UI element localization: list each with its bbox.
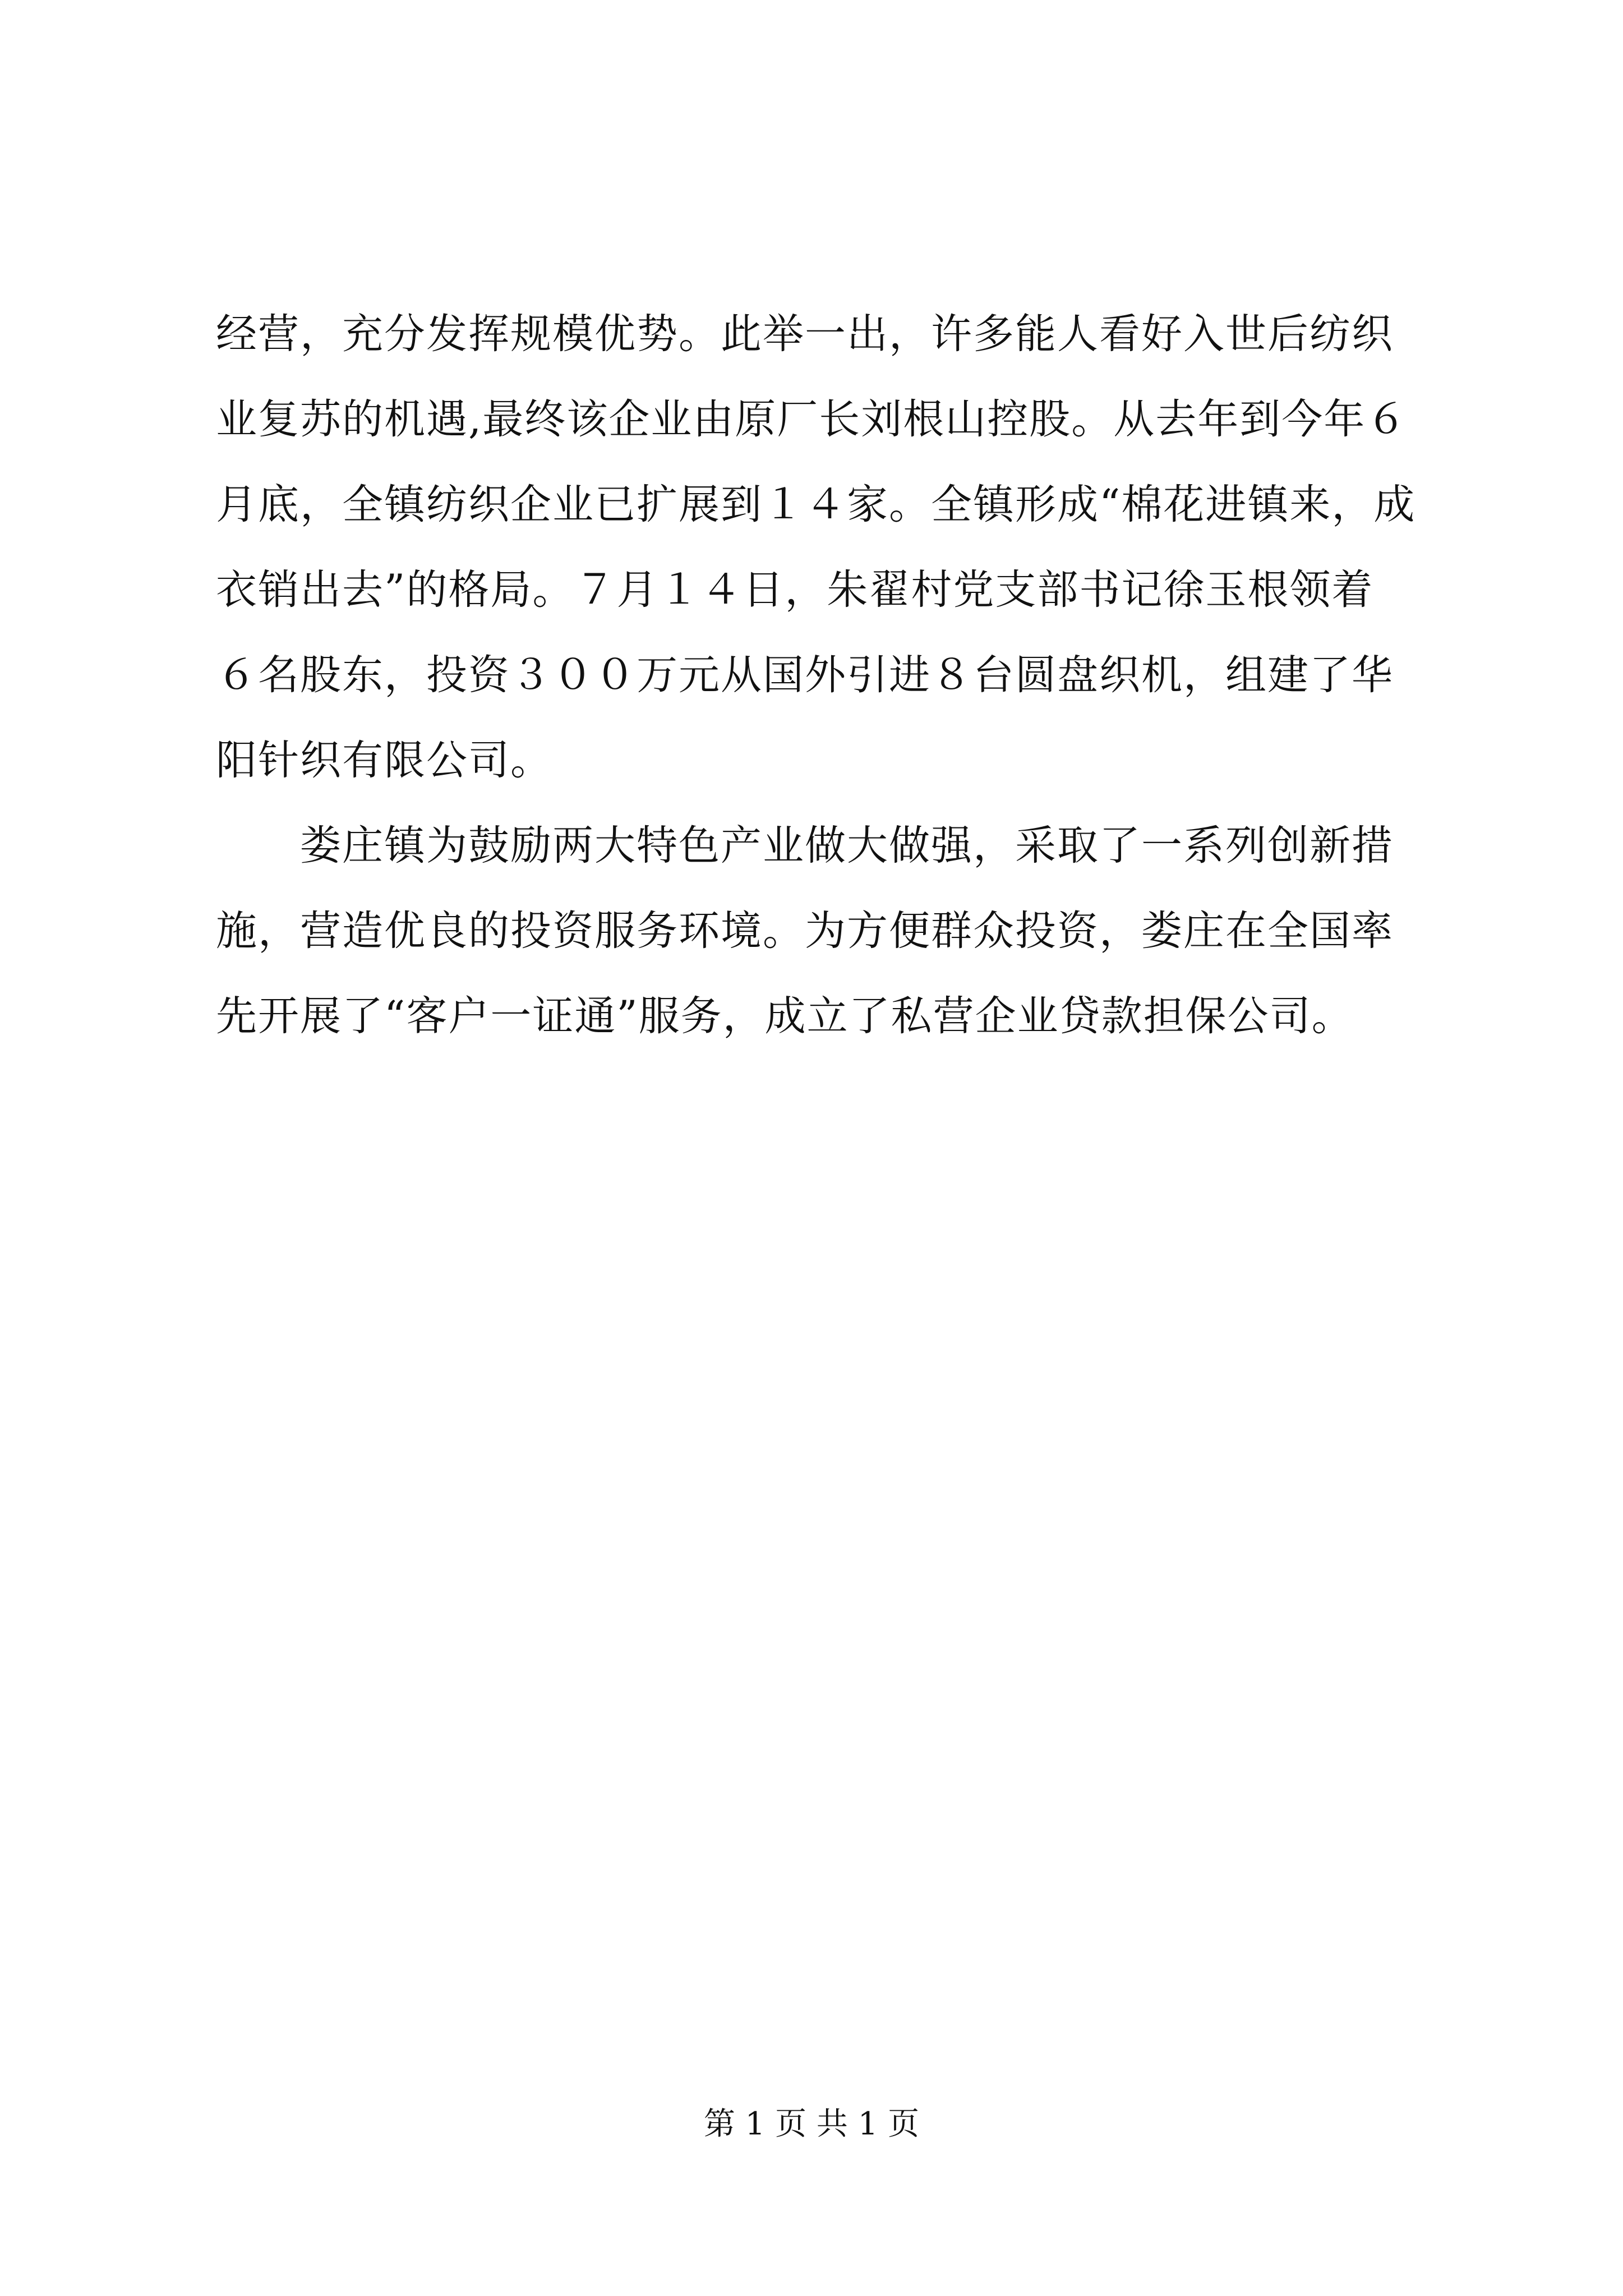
body-line-2: 业复苏的机遇,最终该企业由原厂长刘根山控股。从去年到今年６ xyxy=(216,395,1408,443)
body-line-3: 月底，全镇纺织企业已扩展到１４家。全镇形成“棉花进镇来，成 xyxy=(216,481,1416,528)
page-number-label: 第 1 页 共 1 页 xyxy=(703,2106,920,2142)
body-line-1: 经营，充分发挥规模优势。此举一出，许多能人看好入世后纺织 xyxy=(216,310,1394,358)
page-footer xyxy=(0,2105,1623,2144)
body-line-6: 阳针织有限公司。 xyxy=(216,737,552,784)
body-line-5: ６名股东，投资３００万元从国外引进８台圆盘织机，组建了华 xyxy=(216,651,1394,699)
body-line-9: 先开展了“客户一证通”服务，成立了私营企业贷款担保公司。 xyxy=(216,992,1354,1040)
body-line-4: 衣销出去”的格局。７月１４日，朱翟村党支部书记徐玉根领着 xyxy=(216,566,1374,614)
document-body xyxy=(216,292,1416,1059)
body-line-8: 施，营造优良的投资服务环境。为方便群众投资，娄庄在全国率 xyxy=(216,907,1394,955)
body-line-7: 娄庄镇为鼓励两大特色产业做大做强，采取了一系列创新措 xyxy=(300,822,1394,869)
